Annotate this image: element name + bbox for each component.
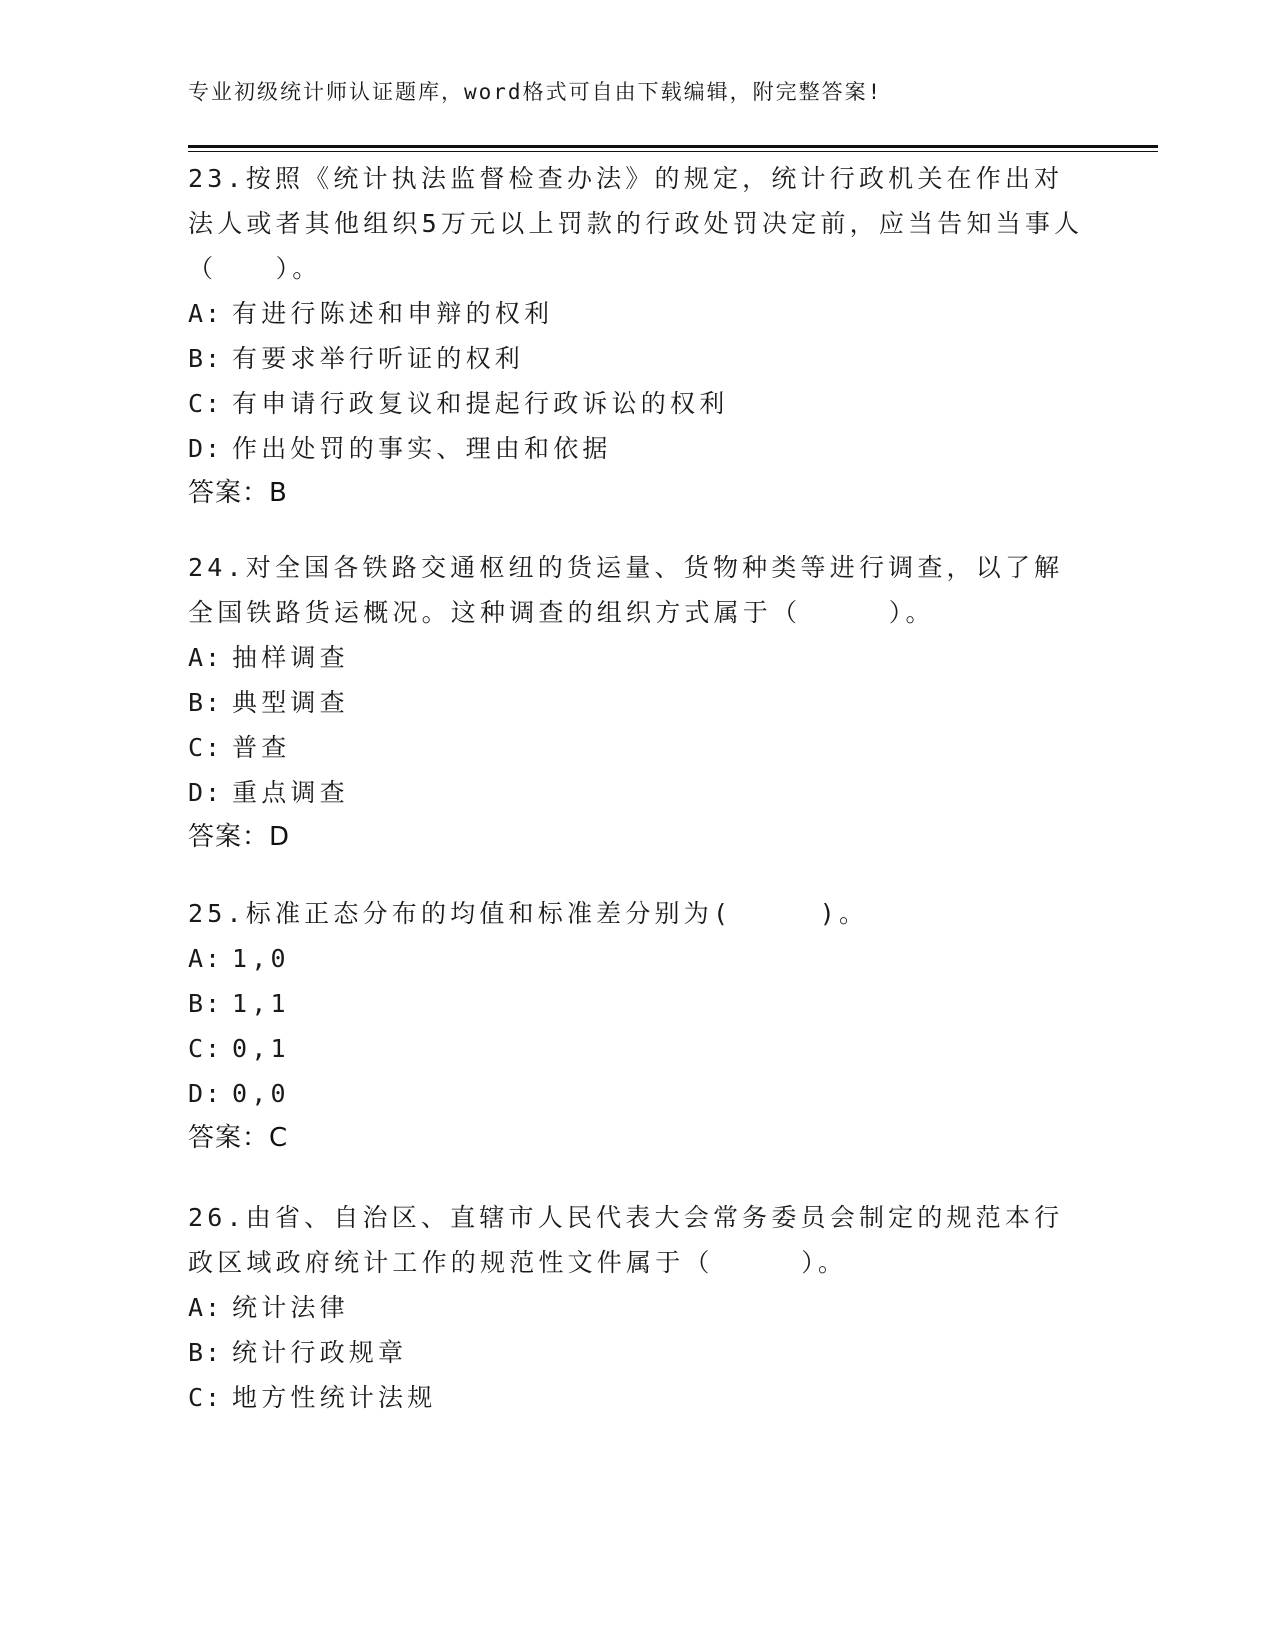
question-25 (188, 891, 1088, 1161)
option-b (188, 981, 1088, 1026)
option-letter: B: (188, 989, 223, 1018)
option-a (188, 635, 1088, 680)
header-rule-thin (188, 151, 1158, 152)
option-c (188, 381, 1088, 426)
option-d (188, 770, 1088, 815)
option-c (188, 1375, 1088, 1420)
option-letter: A: (188, 1293, 223, 1322)
option-text: 普查 (232, 733, 291, 762)
option-letter: A: (188, 643, 223, 672)
option-text: 1,1 (232, 989, 290, 1018)
option-letter: A: (188, 299, 223, 328)
option-text: 统计法律 (232, 1293, 349, 1322)
option-a (188, 936, 1088, 981)
answer: 答案：C (188, 1123, 289, 1153)
header-note: 专业初级统计师认证题库，word格式可自由下载编辑，附完整答案! (188, 80, 883, 104)
option-b (188, 680, 1088, 725)
header-rule (188, 145, 1158, 148)
question-26 (188, 1195, 1088, 1420)
option-letter: D: (188, 434, 223, 463)
option-letter: C: (188, 733, 223, 762)
option-b (188, 336, 1088, 381)
option-d (188, 426, 1088, 471)
option-b (188, 1330, 1088, 1375)
question-stem: 25.标准正态分布的均值和标准差分别为( )。 (188, 899, 869, 928)
option-text: 1,0 (232, 944, 290, 973)
answer: 答案：D (188, 822, 291, 852)
option-letter: D: (188, 778, 223, 807)
option-text: 地方性统计法规 (232, 1383, 437, 1412)
option-letter: C: (188, 1034, 223, 1063)
option-letter: C: (188, 1383, 223, 1412)
option-text: 抽样调查 (232, 643, 349, 672)
option-c (188, 1026, 1088, 1071)
question-24 (188, 545, 1088, 860)
option-d (188, 1071, 1088, 1116)
option-text: 统计行政规章 (232, 1338, 408, 1367)
option-text: 作出处罚的事实、理由和依据 (232, 434, 612, 463)
option-letter: D: (188, 1079, 223, 1108)
option-text: 重点调查 (232, 778, 349, 807)
document-page (188, 0, 1158, 1650)
option-letter: A: (188, 944, 223, 973)
option-c (188, 725, 1088, 770)
question-23 (188, 156, 1088, 516)
question-stem: 24.对全国各铁路交通枢纽的货运量、货物种类等进行调查，以了解全国铁路货运概况。这种调查的组织方式属于（ ）。 (188, 553, 1064, 627)
option-letter: B: (188, 344, 223, 373)
option-a (188, 1285, 1088, 1330)
option-letter: C: (188, 389, 223, 418)
option-text: 0,0 (232, 1079, 290, 1108)
option-text: 0,1 (232, 1034, 290, 1063)
option-letter: B: (188, 688, 223, 717)
option-text: 有申请行政复议和提起行政诉讼的权利 (232, 389, 729, 418)
option-text: 有要求举行听证的权利 (232, 344, 525, 373)
question-stem: 26.由省、自治区、直辖市人民代表大会常务委员会制定的规范本行政区域政府统计工作的规范性文件属于（ ）。 (188, 1203, 1064, 1277)
option-letter: B: (188, 1338, 223, 1367)
option-text: 典型调查 (232, 688, 349, 717)
question-stem: 23.按照《统计执法监督检查办法》的规定，统计行政机关在作出对法人或者其他组织5万元以上罚款的行政处罚决定前，应当告知当事人（ ）。 (188, 164, 1084, 283)
option-a (188, 291, 1088, 336)
option-text: 有进行陈述和申辩的权利 (232, 299, 554, 328)
answer: 答案：B (188, 478, 288, 508)
